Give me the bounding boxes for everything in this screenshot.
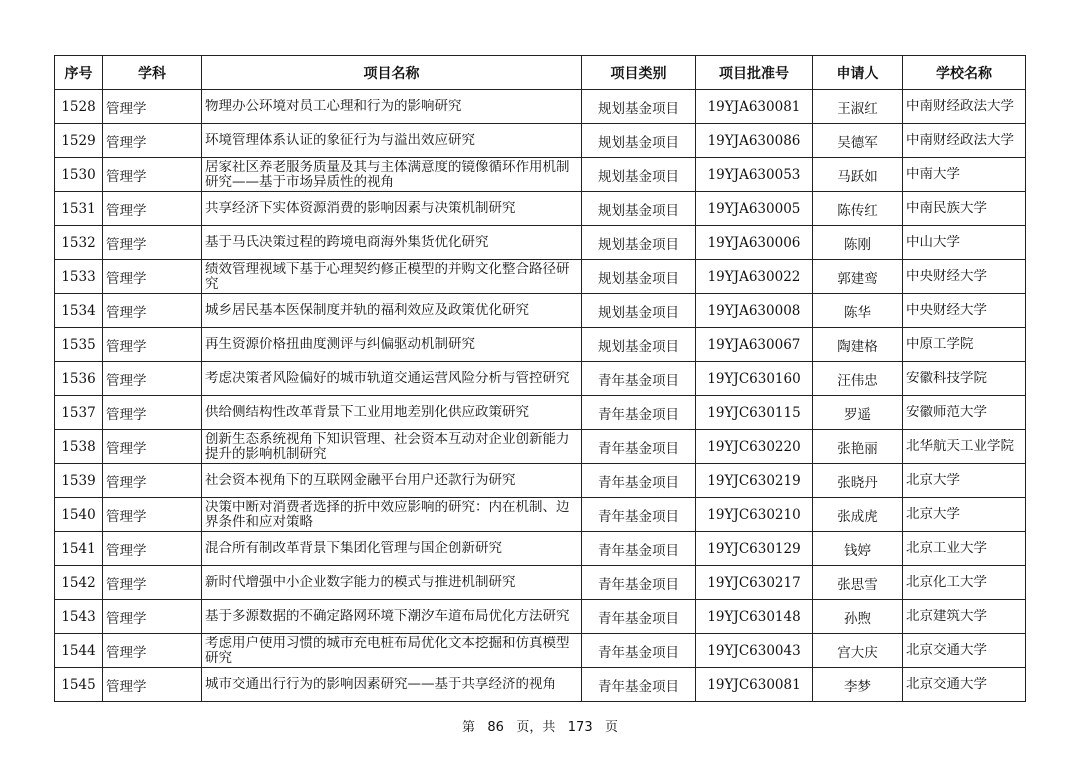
cell-project-name-text: 城市交通出行行为的影响因素研究——基于共享经济的视角 xyxy=(205,677,556,692)
cell-project-name xyxy=(202,158,582,192)
cell-project-name-text: 决策中断对消费者选择的折中效应影响的研究：内在机制、边界条件和应对策略 xyxy=(205,499,570,530)
cell-subject: 管理学 xyxy=(103,430,202,464)
cell-project-name-text: 共享经济下实体资源消费的影响因素与决策机制研究 xyxy=(205,201,516,216)
cell-school xyxy=(903,668,1026,702)
cell-school-text: 北京大学 xyxy=(906,507,960,522)
cell-school-text: 中山大学 xyxy=(906,235,960,250)
cell-seq: 1539 xyxy=(55,464,103,498)
cell-school-text: 中央财经大学 xyxy=(906,303,987,318)
table-row xyxy=(55,668,1026,702)
cell-approval-number: 19YJC630210 xyxy=(696,498,813,532)
cell-school-text: 中央财经大学 xyxy=(906,269,987,284)
cell-applicant: 王淑红 xyxy=(813,90,903,124)
cell-approval-number: 19YJC630115 xyxy=(696,396,813,430)
cell-school xyxy=(903,566,1026,600)
cell-school xyxy=(903,328,1026,362)
cell-subject: 管理学 xyxy=(103,498,202,532)
cell-project-name-text: 混合所有制改革背景下集团化管理与国企创新研究 xyxy=(205,541,502,556)
cell-school xyxy=(903,532,1026,566)
cell-seq: 1537 xyxy=(55,396,103,430)
cell-school-text: 北华航天工业学院 xyxy=(906,439,1014,454)
cell-school xyxy=(903,430,1026,464)
footer-suffix: 页 xyxy=(605,720,619,735)
cell-school xyxy=(903,498,1026,532)
cell-applicant: 李梦 xyxy=(813,668,903,702)
cell-applicant: 陈刚 xyxy=(813,226,903,260)
table-row xyxy=(55,600,1026,634)
cell-applicant: 张成虎 xyxy=(813,498,903,532)
cell-school-text: 北京建筑大学 xyxy=(906,609,987,624)
cell-seq: 1543 xyxy=(55,600,103,634)
cell-project-name-text: 基于马氏决策过程的跨境电商海外集货优化研究 xyxy=(205,235,489,250)
cell-project-type: 规划基金项目 xyxy=(582,226,696,260)
table-row xyxy=(55,634,1026,668)
cell-project-type: 规划基金项目 xyxy=(582,294,696,328)
cell-approval-number: 19YJC630219 xyxy=(696,464,813,498)
table-row xyxy=(55,498,1026,532)
cell-school xyxy=(903,192,1026,226)
cell-applicant: 孙煦 xyxy=(813,600,903,634)
cell-school-text: 北京大学 xyxy=(906,473,960,488)
cell-project-name xyxy=(202,600,582,634)
cell-subject: 管理学 xyxy=(103,192,202,226)
cell-project-name xyxy=(202,226,582,260)
header-approval-number: 项目批准号 xyxy=(696,56,813,90)
cell-seq: 1534 xyxy=(55,294,103,328)
cell-subject: 管理学 xyxy=(103,158,202,192)
table-row xyxy=(55,260,1026,294)
cell-subject: 管理学 xyxy=(103,328,202,362)
cell-project-type: 规划基金项目 xyxy=(582,90,696,124)
cell-approval-number: 19YJC630148 xyxy=(696,600,813,634)
cell-applicant: 陈传红 xyxy=(813,192,903,226)
cell-seq: 1541 xyxy=(55,532,103,566)
cell-seq: 1536 xyxy=(55,362,103,396)
cell-approval-number: 19YJA630053 xyxy=(696,158,813,192)
cell-subject: 管理学 xyxy=(103,464,202,498)
cell-approval-number: 19YJC630081 xyxy=(696,668,813,702)
cell-project-name-text: 基于多源数据的不确定路网环境下潮汐车道布局优化方法研究 xyxy=(205,609,570,624)
cell-project-type: 青年基金项目 xyxy=(582,668,696,702)
table-row xyxy=(55,362,1026,396)
cell-project-type: 规划基金项目 xyxy=(582,124,696,158)
cell-project-name xyxy=(202,498,582,532)
cell-project-name-text: 环境管理体系认证的象征行为与溢出效应研究 xyxy=(205,133,475,148)
table-row xyxy=(55,294,1026,328)
table-row xyxy=(55,566,1026,600)
table-row xyxy=(55,226,1026,260)
table-row xyxy=(55,192,1026,226)
cell-seq: 1528 xyxy=(55,90,103,124)
cell-approval-number: 19YJA630022 xyxy=(696,260,813,294)
cell-project-name xyxy=(202,192,582,226)
cell-project-name-text: 供给侧结构性改革背景下工业用地差别化供应政策研究 xyxy=(205,405,529,420)
cell-seq: 1535 xyxy=(55,328,103,362)
cell-subject: 管理学 xyxy=(103,226,202,260)
table-row xyxy=(55,328,1026,362)
cell-project-name xyxy=(202,634,582,668)
header-school: 学校名称 xyxy=(903,56,1026,90)
cell-school-text: 中南民族大学 xyxy=(906,201,987,216)
cell-school-text: 中南财经政法大学 xyxy=(906,133,1014,148)
cell-project-type: 规划基金项目 xyxy=(582,328,696,362)
table-row xyxy=(55,158,1026,192)
cell-applicant: 罗遥 xyxy=(813,396,903,430)
cell-subject: 管理学 xyxy=(103,566,202,600)
cell-seq: 1544 xyxy=(55,634,103,668)
cell-school-text: 中南大学 xyxy=(906,167,960,182)
cell-seq: 1542 xyxy=(55,566,103,600)
cell-approval-number: 19YJA630008 xyxy=(696,294,813,328)
cell-project-name xyxy=(202,260,582,294)
cell-applicant: 陶建格 xyxy=(813,328,903,362)
cell-school xyxy=(903,634,1026,668)
cell-school xyxy=(903,260,1026,294)
cell-school xyxy=(903,362,1026,396)
table-row xyxy=(55,90,1026,124)
cell-project-type: 青年基金项目 xyxy=(582,600,696,634)
cell-project-name xyxy=(202,566,582,600)
table-row xyxy=(55,124,1026,158)
cell-seq: 1545 xyxy=(55,668,103,702)
cell-subject: 管理学 xyxy=(103,532,202,566)
cell-school xyxy=(903,294,1026,328)
header-project-type: 项目类别 xyxy=(582,56,696,90)
cell-school-text: 中原工学院 xyxy=(906,337,974,352)
cell-seq: 1530 xyxy=(55,158,103,192)
cell-project-type: 青年基金项目 xyxy=(582,498,696,532)
cell-project-type: 规划基金项目 xyxy=(582,260,696,294)
cell-school-text: 中南财经政法大学 xyxy=(906,99,1014,114)
cell-school-text: 北京交通大学 xyxy=(906,643,987,658)
cell-applicant: 张艳丽 xyxy=(813,430,903,464)
cell-project-name-text: 再生资源价格扭曲度测评与纠偏驱动机制研究 xyxy=(205,337,475,352)
cell-project-name-text: 考虑用户使用习惯的城市充电桩布局优化文本挖掘和仿真模型研究 xyxy=(205,635,570,666)
cell-project-type: 青年基金项目 xyxy=(582,362,696,396)
cell-project-type: 青年基金项目 xyxy=(582,634,696,668)
cell-school-text: 北京化工大学 xyxy=(906,575,987,590)
cell-project-name xyxy=(202,430,582,464)
cell-school xyxy=(903,124,1026,158)
page-footer xyxy=(0,716,1080,735)
cell-project-name-text: 创新生态系统视角下知识管理、社会资本互动对企业创新能力提升的影响机制研究 xyxy=(205,431,570,462)
cell-project-type: 青年基金项目 xyxy=(582,430,696,464)
cell-seq: 1540 xyxy=(55,498,103,532)
cell-school xyxy=(903,158,1026,192)
table-body xyxy=(55,90,1026,702)
cell-approval-number: 19YJC630160 xyxy=(696,362,813,396)
cell-project-name xyxy=(202,294,582,328)
footer-page-number: 86 xyxy=(487,720,504,735)
cell-project-name-text: 新时代增强中小企业数字能力的模式与推进机制研究 xyxy=(205,575,516,590)
cell-applicant: 张思雪 xyxy=(813,566,903,600)
cell-approval-number: 19YJA630005 xyxy=(696,192,813,226)
cell-applicant: 钱婷 xyxy=(813,532,903,566)
cell-school xyxy=(903,90,1026,124)
cell-subject: 管理学 xyxy=(103,260,202,294)
cell-project-type: 青年基金项目 xyxy=(582,464,696,498)
cell-project-name-text: 城乡居民基本医保制度并轨的福利效应及政策优化研究 xyxy=(205,303,529,318)
header-seq: 序号 xyxy=(55,56,103,90)
cell-project-type: 青年基金项目 xyxy=(582,396,696,430)
cell-approval-number: 19YJA630086 xyxy=(696,124,813,158)
cell-applicant: 汪伟忠 xyxy=(813,362,903,396)
cell-approval-number: 19YJA630067 xyxy=(696,328,813,362)
cell-school xyxy=(903,464,1026,498)
cell-project-name xyxy=(202,396,582,430)
cell-subject: 管理学 xyxy=(103,124,202,158)
header-subject: 学科 xyxy=(103,56,202,90)
cell-school-text: 北京交通大学 xyxy=(906,677,987,692)
cell-approval-number: 19YJC630217 xyxy=(696,566,813,600)
cell-approval-number: 19YJC630129 xyxy=(696,532,813,566)
header-applicant: 申请人 xyxy=(813,56,903,90)
cell-applicant: 吴德军 xyxy=(813,124,903,158)
cell-project-name xyxy=(202,362,582,396)
cell-subject: 管理学 xyxy=(103,362,202,396)
cell-project-type: 青年基金项目 xyxy=(582,532,696,566)
cell-approval-number: 19YJA630081 xyxy=(696,90,813,124)
cell-applicant: 马跃如 xyxy=(813,158,903,192)
cell-subject: 管理学 xyxy=(103,668,202,702)
cell-seq: 1533 xyxy=(55,260,103,294)
cell-subject: 管理学 xyxy=(103,634,202,668)
cell-project-name xyxy=(202,328,582,362)
cell-approval-number: 19YJA630006 xyxy=(696,226,813,260)
cell-approval-number: 19YJC630043 xyxy=(696,634,813,668)
cell-subject: 管理学 xyxy=(103,294,202,328)
table-row xyxy=(55,464,1026,498)
cell-seq: 1531 xyxy=(55,192,103,226)
cell-project-name-text: 考虑决策者风险偏好的城市轨道交通运营风险分析与管控研究 xyxy=(205,371,570,386)
cell-applicant: 张晓丹 xyxy=(813,464,903,498)
cell-project-type: 规划基金项目 xyxy=(582,158,696,192)
cell-project-name-text: 物理办公环境对员工心理和行为的影响研究 xyxy=(205,99,462,114)
cell-project-name xyxy=(202,532,582,566)
cell-seq: 1529 xyxy=(55,124,103,158)
footer-middle: 页，共 xyxy=(516,720,556,735)
footer-prefix: 第 xyxy=(461,720,475,735)
cell-school xyxy=(903,600,1026,634)
cell-project-name-text: 社会资本视角下的互联网金融平台用户还款行为研究 xyxy=(205,473,516,488)
cell-school-text: 安徽科技学院 xyxy=(906,371,987,386)
cell-subject: 管理学 xyxy=(103,90,202,124)
cell-school xyxy=(903,396,1026,430)
header-row xyxy=(55,56,1026,90)
cell-subject: 管理学 xyxy=(103,396,202,430)
cell-applicant: 郭建鸾 xyxy=(813,260,903,294)
cell-project-name xyxy=(202,90,582,124)
cell-applicant: 宫大庆 xyxy=(813,634,903,668)
cell-project-name xyxy=(202,124,582,158)
cell-project-name-text: 居家社区养老服务质量及其与主体满意度的镜像循环作用机制研究——基于市场异质性的视角 xyxy=(205,159,570,190)
project-table xyxy=(54,55,1026,702)
cell-school xyxy=(903,226,1026,260)
cell-seq: 1538 xyxy=(55,430,103,464)
cell-project-name-text: 绩效管理视域下基于心理契约修正模型的并购文化整合路径研究 xyxy=(205,261,570,292)
footer-total-pages: 173 xyxy=(567,720,593,735)
table-row xyxy=(55,396,1026,430)
cell-subject: 管理学 xyxy=(103,600,202,634)
cell-applicant: 陈华 xyxy=(813,294,903,328)
cell-school-text: 安徽师范大学 xyxy=(906,405,987,420)
cell-project-type: 青年基金项目 xyxy=(582,566,696,600)
cell-seq: 1532 xyxy=(55,226,103,260)
cell-project-name xyxy=(202,668,582,702)
header-project-name: 项目名称 xyxy=(202,56,582,90)
table-row xyxy=(55,430,1026,464)
cell-approval-number: 19YJC630220 xyxy=(696,430,813,464)
cell-school-text: 北京工业大学 xyxy=(906,541,987,556)
cell-project-name xyxy=(202,464,582,498)
table-row xyxy=(55,532,1026,566)
cell-project-type: 规划基金项目 xyxy=(582,192,696,226)
